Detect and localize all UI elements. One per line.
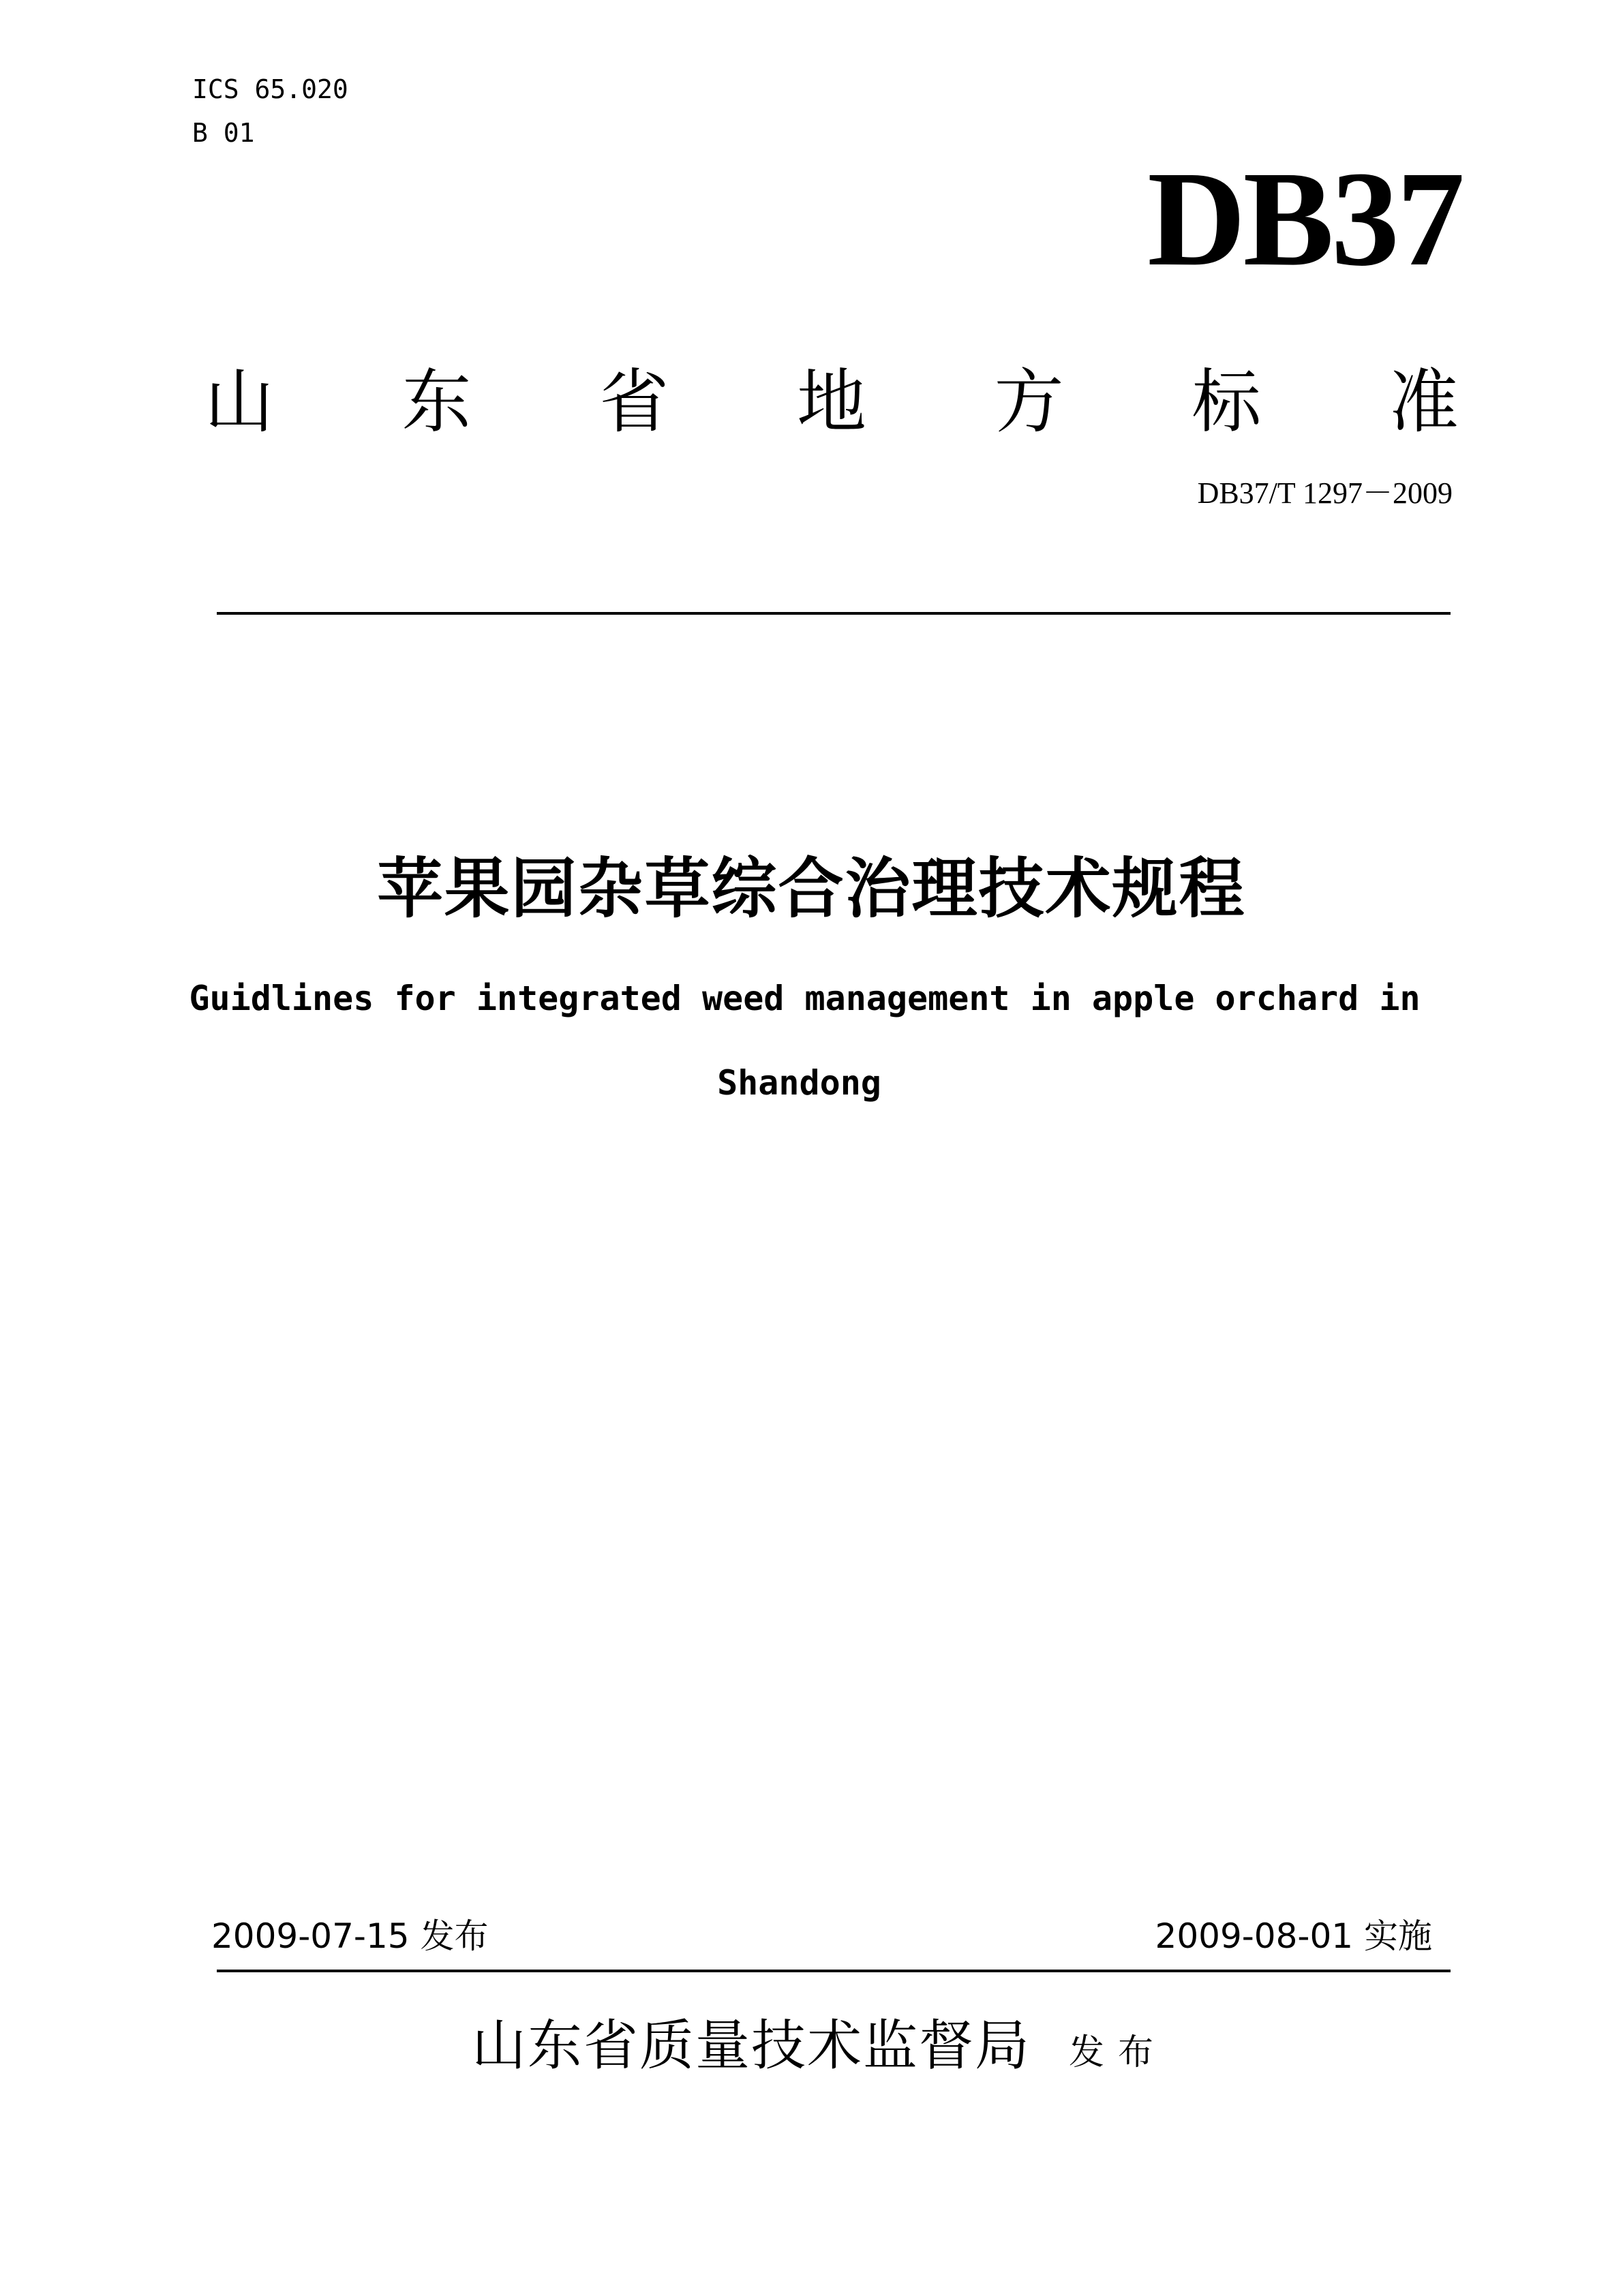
ccs-code: B 01 bbox=[192, 118, 255, 148]
standard-category-char: 东 bbox=[401, 362, 472, 443]
standard-category-char: 山 bbox=[204, 362, 274, 443]
standard-category-char: 地 bbox=[796, 362, 866, 443]
document-title-en-line1: Guidlines for integrated weed management in apple orchard in bbox=[189, 979, 1421, 1018]
standard-category-char: 方 bbox=[994, 362, 1064, 443]
implementation-date: 2009-08-01 实施 bbox=[1155, 1916, 1432, 1956]
standard-category-char: 标 bbox=[1192, 362, 1262, 443]
standard-category-char: 省 bbox=[599, 362, 669, 443]
issue-date: 2009-07-15 发布 bbox=[211, 1916, 489, 1956]
ics-code: ICS 65.020 bbox=[192, 74, 348, 104]
issuer-line bbox=[472, 2014, 1168, 2077]
issuer-name: 山东省质量技术监督局 bbox=[472, 2014, 1031, 2077]
db-mark: DB37 bbox=[1147, 144, 1462, 294]
issuer-suffix: 发布 bbox=[1069, 2032, 1168, 2073]
bottom-divider bbox=[217, 1970, 1451, 1972]
top-divider bbox=[217, 612, 1451, 615]
document-title-zh: 苹果园杂草综合治理技术规程 bbox=[377, 851, 1246, 927]
standard-category-title bbox=[204, 362, 1459, 443]
standard-category-char: 准 bbox=[1389, 362, 1459, 443]
document-title-en-line2: Shandong bbox=[717, 1063, 881, 1103]
standard-number: DB37/T 1297－2009 bbox=[1197, 476, 1453, 510]
